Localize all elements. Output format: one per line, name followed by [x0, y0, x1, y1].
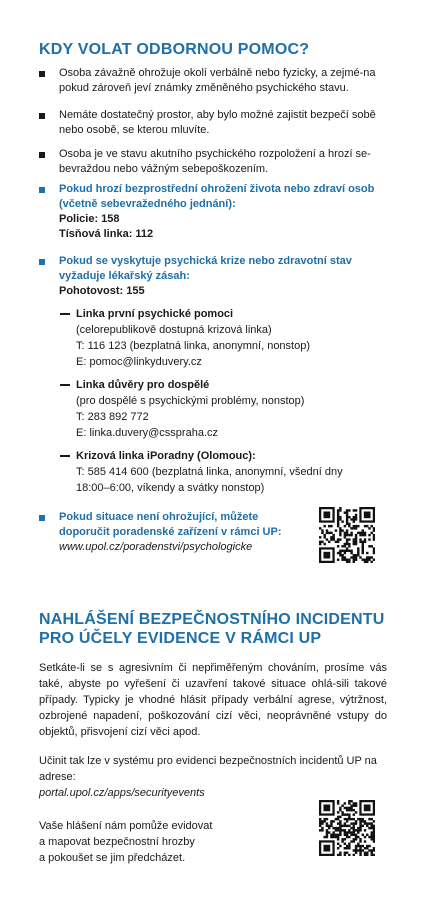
counseling-block: [39, 510, 304, 555]
helpline-detail: (pro dospělé s psychickými problémy, nonstop): [76, 395, 305, 407]
health-crisis-block: [39, 254, 389, 299]
qr-code-icon[interactable]: [319, 507, 375, 563]
bullet-icon: [39, 515, 45, 521]
incident-paragraph: Setkáte-li se s agresivním či nepřiměřeným chováním, prosíme vás také, abyste po vyřešení či uzavření takové situace ohlá-sili takové případy. Typicky je vhodné hlásit případy verbální agrese, výtržnost, ozbrojené napadení, poškozování cizí věci, neoprávněné vstupy do objektů, přisvojení cizí věci apod.: [39, 662, 387, 738]
closing-line: Vaše hlášení nám pomůže evidovat: [39, 820, 213, 832]
police-number[interactable]: Policie: 158: [59, 213, 120, 225]
helpline-phone[interactable]: T: 283 892 772: [76, 411, 149, 423]
section-heading-incident-line2: PRO ÚČELY EVIDENCE V RÁMCI UP: [39, 630, 322, 647]
bullet-icon: [39, 71, 45, 77]
bullet-item: [39, 66, 389, 96]
bullet-icon: [39, 259, 45, 265]
incident-url[interactable]: portal.upol.cz/apps/securityevents: [39, 787, 205, 799]
bullet-text: Nemáte dostatečný prostor, aby bylo možné zajistit bezpečí sobě nebo osobě, se kterou mluvíte.: [59, 109, 376, 136]
bullet-icon: [39, 113, 45, 119]
qr-code-icon[interactable]: [319, 800, 375, 856]
helpline-phone[interactable]: T: 585 414 600 (bezplatná linka, anonymní, všední dny: [76, 466, 343, 478]
dash-icon: [60, 455, 70, 457]
counseling-heading: Pokud situace není ohrožující, můžete doporučit poradenské zařízení v rámci UP:: [59, 511, 282, 538]
helpline-email[interactable]: E: pomoc@linkyduvery.cz: [76, 356, 202, 368]
helpline-email[interactable]: E: linka.duvery@csspraha.cz: [76, 427, 219, 439]
incident-system-paragraph: Učinit tak lze v systému pro evidenci bezpečnostních incidentů UP na adrese:: [39, 755, 377, 783]
bullet-icon: [39, 152, 45, 158]
emergency-block: [39, 182, 389, 242]
helpline-name: Linka první psychické pomoci: [76, 308, 234, 320]
counseling-url[interactable]: www.upol.cz/poradenstvi/psychologicke: [59, 541, 253, 553]
emergency-heading: Pokud hrozí bezprostřední ohrožení života nebo zdraví osob (včetně sebevražedného jednání):: [59, 183, 375, 210]
section-heading-help: KDY VOLAT ODBORNOU POMOC?: [39, 41, 310, 58]
closing-text: [39, 818, 259, 866]
dash-icon: [60, 313, 70, 315]
helpline-item: [60, 306, 380, 370]
bullet-item: [39, 147, 389, 177]
bullet-item: [39, 108, 389, 138]
helpline-name: Linka důvěry pro dospělé: [76, 379, 210, 391]
helpline-name: Krizová linka iPoradny (Olomouc):: [76, 450, 256, 462]
bullet-text: Osoba závažně ohrožuje okolí verbálně nebo fyzicky, a zejmé-na pokud zároveň jeví známky změněného psychického stavu.: [59, 67, 376, 94]
bullet-text: Osoba je ve stavu akutního psychického rozpoložení a hrozí se-bevraždou nebo vážným sebepoškozením.: [59, 148, 371, 175]
helpline-detail: (celorepublikově dostupná krizová linka): [76, 324, 272, 336]
helpline-item: [60, 448, 380, 496]
section-heading-incident-line1: NAHLÁŠENÍ BEZPEČNOSTNÍHO INCIDENTU: [39, 611, 385, 628]
closing-line: a mapovat bezpečnostní hrozby: [39, 836, 195, 848]
emergency-line-number[interactable]: Tísňová linka: 112: [59, 228, 154, 240]
bullet-icon: [39, 187, 45, 193]
ambulance-number[interactable]: Pohotovost: 155: [59, 285, 145, 297]
closing-line: a pokoušet se jim předcházet.: [39, 852, 186, 864]
helpline-hours: 18:00–6:00, víkendy a svátky nonstop): [76, 482, 265, 494]
helpline-phone[interactable]: T: 116 123 (bezplatná linka, anonymní, nonstop): [76, 340, 311, 352]
helpline-item: [60, 377, 380, 441]
dash-icon: [60, 384, 70, 386]
health-crisis-heading: Pokud se vyskytuje psychická krize nebo zdravotní stav vyžaduje lékařský zásah:: [59, 255, 352, 282]
